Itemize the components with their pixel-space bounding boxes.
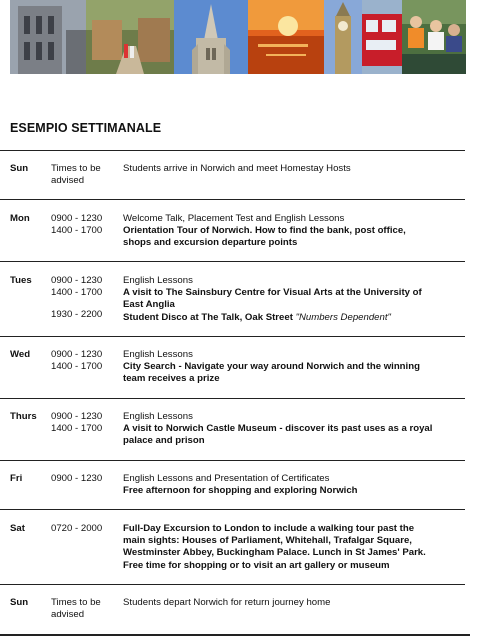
street-photo bbox=[86, 0, 174, 74]
activity-line: palace and prison bbox=[123, 435, 205, 447]
time-line: 0900 - 1230 bbox=[51, 213, 103, 224]
photo-banner bbox=[10, 0, 466, 74]
big-ben-photo bbox=[324, 0, 362, 74]
activity-cell bbox=[123, 275, 465, 324]
activity-cell bbox=[123, 523, 465, 572]
divider bbox=[0, 150, 465, 151]
day-label: Thurs bbox=[10, 411, 37, 422]
activity-cell bbox=[123, 213, 465, 250]
activity-cell bbox=[123, 349, 465, 386]
activity-line: shops and excursion departure points bbox=[123, 237, 298, 249]
time-cell bbox=[51, 349, 102, 373]
activity-cell bbox=[123, 411, 465, 448]
activity-line: Students depart Norwich for return journey home bbox=[123, 597, 331, 608]
activity-line: Full-Day Excursion to London to include a walking tour past the bbox=[123, 523, 415, 534]
day-label: Tues bbox=[10, 275, 32, 286]
activity-line: East Anglia bbox=[123, 299, 175, 311]
time-line: 1400 - 1700 bbox=[51, 361, 103, 373]
activity-line: Free afternoon for shopping and exploring Norwich bbox=[123, 485, 358, 497]
divider bbox=[0, 398, 465, 399]
time-line: 0900 - 1230 bbox=[51, 349, 103, 360]
sunset-photo bbox=[248, 0, 324, 74]
bus-photo bbox=[362, 0, 402, 74]
divider bbox=[0, 634, 470, 636]
activity-line: Free time for shopping or to visit an art gallery or museum bbox=[123, 559, 390, 571]
divider bbox=[0, 509, 465, 510]
time-cell bbox=[51, 275, 102, 322]
time-line: 0720 - 2000 bbox=[51, 523, 103, 534]
time-cell bbox=[51, 411, 102, 435]
activity-line: main sights: Houses of Parliament, Whitehall, Trafalgar Square, bbox=[123, 535, 412, 547]
day-label: Fri bbox=[10, 473, 23, 484]
spire-photo bbox=[174, 0, 248, 74]
time-cell bbox=[51, 213, 102, 237]
activity-line: A visit to Norwich Castle Museum - discover its past uses as a royal bbox=[123, 423, 433, 435]
time-line: Times to be bbox=[51, 597, 101, 608]
activity-line bbox=[123, 312, 465, 324]
time-line: 1930 - 2200 bbox=[51, 309, 103, 321]
time-cell bbox=[51, 597, 101, 621]
activity-line: English Lessons and Presentation of Certificates bbox=[123, 473, 330, 484]
page-title: ESEMPIO SETTIMANALE bbox=[10, 121, 162, 135]
divider bbox=[0, 261, 465, 262]
cathedral-photo bbox=[10, 0, 86, 74]
activity-line: City Search - Navigate your way around Norwich and the winning bbox=[123, 361, 420, 373]
activity-line: Welcome Talk, Placement Test and English Lessons bbox=[123, 213, 345, 224]
activity-cell bbox=[123, 597, 465, 609]
day-label: Mon bbox=[10, 213, 30, 224]
time-line: 1400 - 1700 bbox=[51, 423, 103, 435]
activity-line: English Lessons bbox=[123, 349, 193, 360]
time-line: advised bbox=[51, 609, 85, 621]
time-line: Times to be bbox=[51, 163, 101, 174]
time-line: 0900 - 1230 bbox=[51, 275, 103, 286]
boat-photo bbox=[402, 0, 466, 74]
activity-line: Westminster Abbey, Buckingham Palace. Lunch in St James' Park. bbox=[123, 547, 426, 559]
activity-cell bbox=[123, 473, 465, 497]
divider bbox=[0, 336, 465, 337]
time-line: 0900 - 1230 bbox=[51, 411, 103, 422]
activity-line: English Lessons bbox=[123, 411, 193, 422]
activity-note: "Numbers Dependent" bbox=[295, 311, 391, 323]
time-cell bbox=[51, 523, 102, 535]
activity-text: Student Disco at The Talk, Oak Street bbox=[123, 311, 293, 323]
activity-cell bbox=[123, 163, 465, 175]
time-line: advised bbox=[51, 175, 85, 187]
divider bbox=[0, 199, 465, 200]
time-line: 1400 - 1700 bbox=[51, 287, 103, 299]
activity-line: team receives a prize bbox=[123, 373, 220, 385]
day-label: Sun bbox=[10, 163, 29, 174]
divider bbox=[0, 584, 465, 585]
activity-line: English Lessons bbox=[123, 275, 193, 286]
activity-line: Students arrive in Norwich and meet Homestay Hosts bbox=[123, 163, 351, 174]
time-line: 1400 - 1700 bbox=[51, 225, 103, 237]
day-label: Sat bbox=[10, 523, 25, 534]
day-label: Wed bbox=[10, 349, 31, 360]
time-line: 0900 - 1230 bbox=[51, 473, 103, 484]
time-cell bbox=[51, 163, 101, 187]
activity-line: A visit to The Sainsbury Centre for Visual Arts at the University of bbox=[123, 287, 422, 299]
time-cell bbox=[51, 473, 102, 485]
day-label: Sun bbox=[10, 597, 29, 608]
divider bbox=[0, 460, 465, 461]
activity-line: Orientation Tour of Norwich. How to find the bank, post office, bbox=[123, 225, 406, 237]
